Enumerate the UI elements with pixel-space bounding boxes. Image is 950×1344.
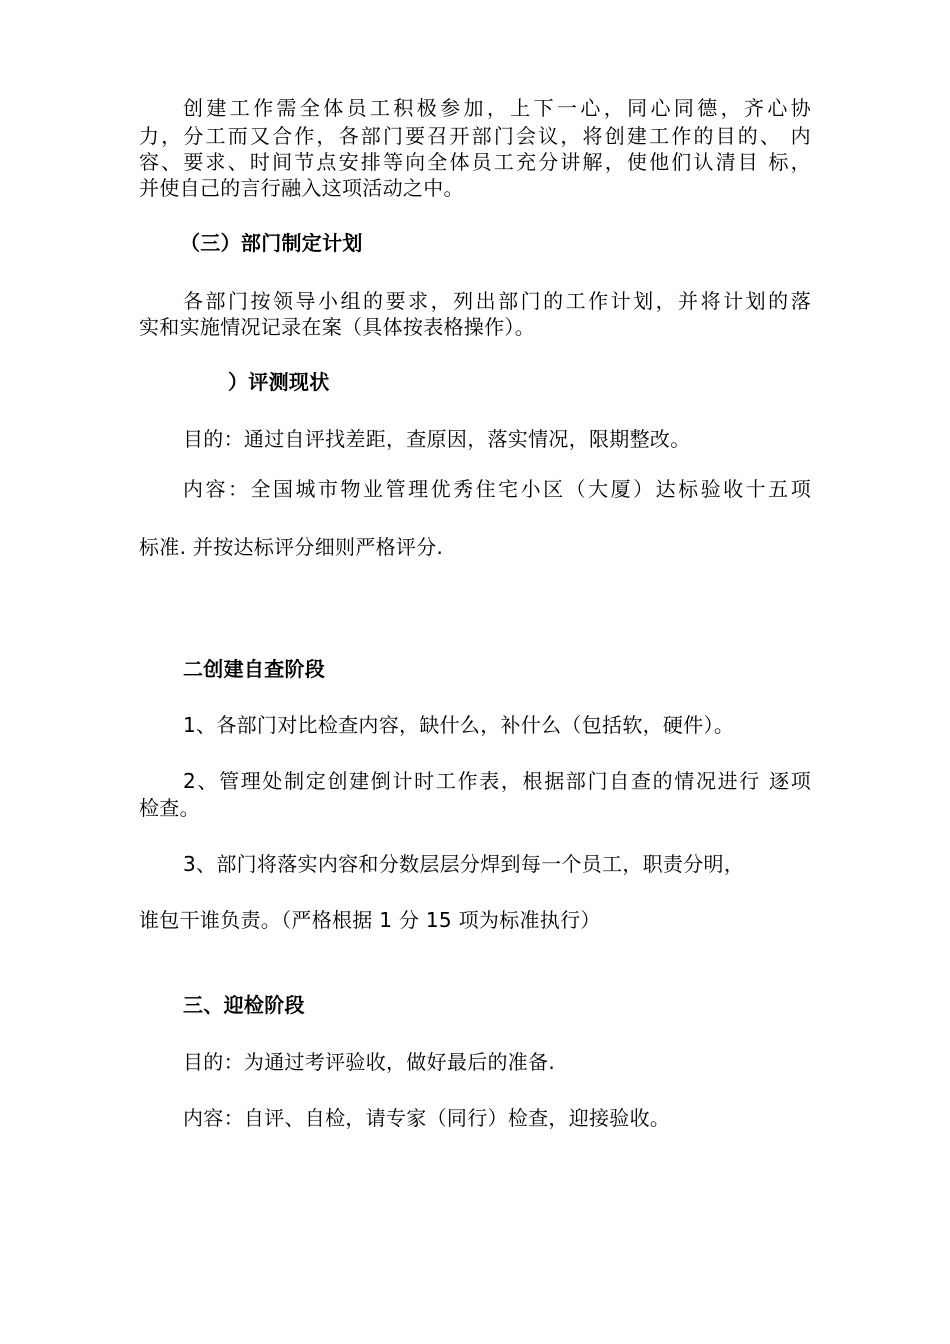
list-item: 2、管理处制定创建倒计时工作表，根据部门自查的情况进行 逐项 (183, 769, 811, 793)
section-heading: （三）部门制定计划 (180, 231, 363, 255)
paragraph-line: 标准. 并按达标评分细则严格评分. (139, 535, 444, 559)
list-item-continuation: 谁包干谁负责。（严格根据 1 分 15 项为标准执行） (139, 908, 601, 932)
section-heading: ）评测现状 (228, 370, 330, 394)
list-item: 3、部门将落实内容和分数层层分焊到每一个员工，职责分明， (183, 852, 745, 876)
paragraph-line: 实和实施情况记录在案（具体按表格操作）。 (139, 315, 535, 339)
paragraph-line: 内容：自评、自检，请专家（同行）检查，迎接验收。 (183, 1106, 671, 1130)
paragraph-line: 目的：为通过考评验收，做好最后的准备. (183, 1050, 556, 1074)
paragraph-line: 容、要求、时间节点安排等向全体员工充分讲解，使他们认清目 标， (139, 150, 811, 174)
section-heading: 三、迎检阶段 (183, 993, 305, 1017)
paragraph-line: 内容：全国城市物业管理优秀住宅小区（大厦）达标验收十五项 (183, 477, 811, 501)
paragraph-line: 各部门按领导小组的要求，列出部门的工作计划，并将计划的落 (183, 289, 811, 313)
paragraph-line: 并使自己的言行融入这项活动之中。 (139, 176, 464, 200)
paragraph-line: 创建工作需全体员工积极参加，上下一心，同心同德，齐心协 (183, 96, 811, 120)
paragraph-line: 力，分工而又合作，各部门要召开部门会议，将创建工作的目的、 内 (139, 124, 811, 148)
list-item-continuation: 检查。 (139, 796, 200, 820)
section-heading: 二创建自查阶段 (183, 657, 326, 681)
list-item: 1、各部门对比检查内容，缺什么，补什么（包括软，硬件）。 (183, 713, 735, 737)
paragraph-line: 目的：通过自评找差距，查原因，落实情况，限期整改。 (183, 427, 691, 451)
